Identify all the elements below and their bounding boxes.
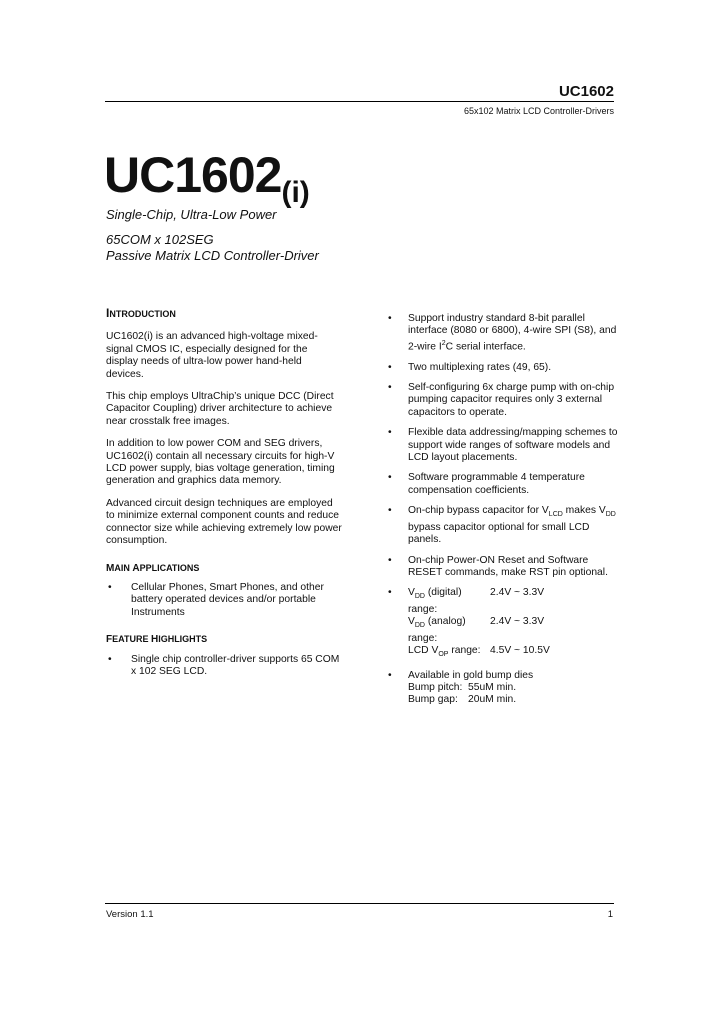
features-list xyxy=(106,654,342,679)
bullet-reset: • On-chip Power-ON Reset and Software RESET commands, make RST pin optional. xyxy=(388,555,620,580)
bullet-multiplexing: • Two multiplexing rates (49, 65). xyxy=(388,362,620,374)
subtitle-line-1: Single-Chip, Ultra-Low Power xyxy=(106,207,277,222)
bullet-bypass-capacitor: • On-chip bypass capacitor for $V_{LCD}$ makes $V_{DD}$ bypass capacitor optional for small LCD panels. xyxy=(388,505,620,546)
title-main: UC1602 xyxy=(104,147,282,203)
bullet-charge-pump: • Self-configuring 6x charge pump with on-chip pumping capacitor requires only 3 external capacitors to operate. xyxy=(388,382,620,419)
intro-paragraph-2: This chip employs UltraChip’s unique DCC (Direct Capacitor Coupling) driver architecture to achieve near crosstalk free images. xyxy=(106,391,334,427)
subtitle-line-3: Passive Matrix LCD Controller-Driver xyxy=(106,248,319,263)
list-item: • Single chip controller-driver supports 65 COM x 102 SEG LCD. xyxy=(106,654,342,679)
intro-paragraph-3: In addition to low power COM and SEG drivers, UC1602(i) contain all necessary circuits for high-V LCD power supply, bias voltage generation, timing generation and graphics data memory. xyxy=(106,438,335,487)
bullet-voltage-ranges xyxy=(388,587,620,661)
header-subtitle: 65x102 Matrix LCD Controller-Drivers xyxy=(463,106,614,116)
bullet-addressing: • Flexible data addressing/mapping schemes to support wide ranges of software models and LCD layout placements. xyxy=(388,427,620,464)
header-divider xyxy=(105,101,614,102)
bump-table xyxy=(408,682,516,707)
main-applications-heading: MAIN APPLICATIONS xyxy=(106,562,200,574)
table-row: Bump gap: 20uM min. xyxy=(408,694,517,706)
intro-paragraph-4: Advanced circuit design techniques are employed to minimize external component counts and reduce connector size while achieving extremely low power consumption. xyxy=(106,497,342,547)
bullet-interfaces: • Support industry standard 8-bit parallel interface (8080 or 6800), 4-wire SPI (S8), and 2-wire $I^2C$ serial interface. xyxy=(388,313,620,354)
introduction-heading: INTRODUCTION xyxy=(106,306,176,320)
bullet-temperature: • Software programmable 4 temperature compensation coefficients. xyxy=(388,472,620,497)
table-row: $V_{DD}$ (analog) range: 2.4V ~ 3.3V xyxy=(408,616,545,644)
bullet-bump-dies: • Available in gold bump dies Bump pitch: 55uM min. Bump gap: 20uM min. xyxy=(388,670,620,707)
feature-highlights-heading: FEATURE HIGHLIGHTS xyxy=(106,634,208,646)
feature-bullets xyxy=(388,313,620,707)
table-row: • $V_{DD}$ (digital) range: 2.4V ~ 3.3V xyxy=(408,587,545,615)
document-title xyxy=(104,147,310,209)
applications-list xyxy=(106,582,342,619)
voltage-range-table xyxy=(408,587,550,661)
footer-page-number: 1 xyxy=(607,909,613,920)
footer-version: Version 1.1 xyxy=(106,909,154,920)
table-row: LCD $V_{OP}$ range: 4.5V ~ 10.5V xyxy=(408,645,550,659)
title-suffix: (i) xyxy=(281,176,310,209)
subtitle-line-2: 65COM x 102SEG xyxy=(106,232,214,247)
footer-divider xyxy=(105,903,614,904)
subtitle-block xyxy=(106,232,319,264)
table-row: Bump pitch: 55uM min. xyxy=(408,681,517,693)
right-column xyxy=(388,313,620,715)
list-item: • Cellular Phones, Smart Phones, and other battery operated devices and/or portable Instruments xyxy=(106,582,342,619)
intro-paragraph-1: UC1602(i) is an advanced high-voltage mixed-signal CMOS IC, especially designed for the display needs of ultra-low power hand-held devices. xyxy=(106,331,318,380)
header-part-number: UC1602 xyxy=(558,83,614,100)
left-column xyxy=(106,307,342,687)
